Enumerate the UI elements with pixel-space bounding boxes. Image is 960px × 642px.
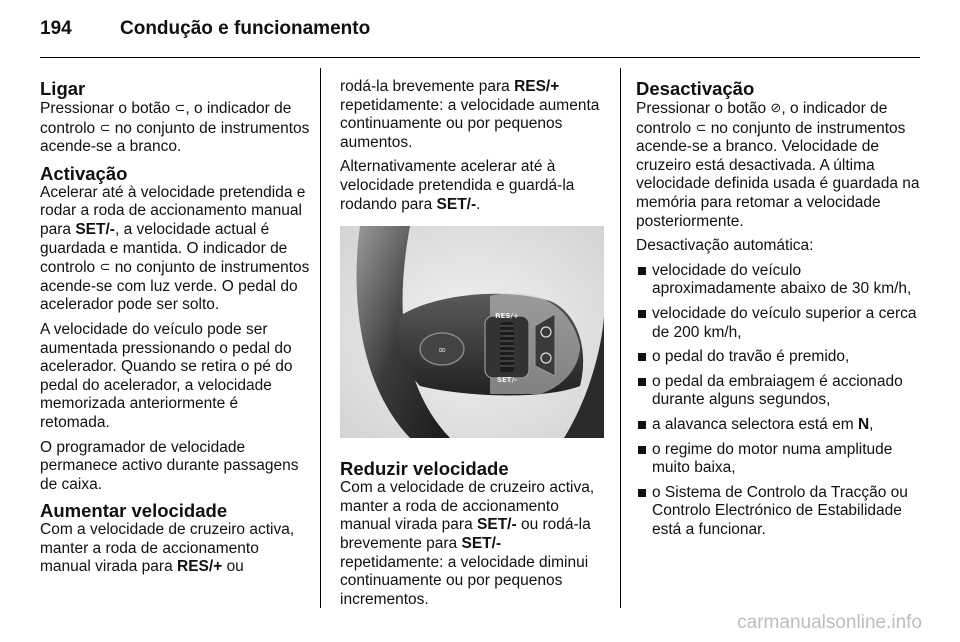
heading-aumentar: Aumentar velocidade [40,500,228,522]
photo-res-label: RES/+ [495,312,519,321]
heading-activacao: Activação [40,162,128,184]
cruise-control-icon: ⊂ [174,100,186,115]
set-label: SET/- [461,534,502,552]
bullet-icon [638,489,646,497]
set-label: SET/- [75,220,115,238]
res-label: RES/+ [514,78,560,95]
paragraph-reduzir: Com a velocidade de cruzeiro activa, manter a roda de accionamento manual virada para SET/- ou rodá-la brevemente para SET/- repetidamente: a velocidade diminui continuamente ou por pequenos incrementos. [340,479,595,608]
watermark: carmanualsonline.info [737,612,922,633]
paragraph-desactivacao: Pressionar o botão ⊘, o indicador de controlo ⊂ no conjunto de instrumentos acende-se a branco. Velocidade de cruzeiro está desactivada. A última velocidade definida usada é guardada na memória para retomar a velocidade posteriormente. [636,100,920,230]
cruise-control-icon: ⊂ [99,259,111,275]
list-item: a alavanca selectora está em N, [636,416,926,435]
column-divider [320,68,321,608]
bullet-icon [638,353,646,361]
page-title: Condução e funcionamento [120,18,371,39]
list-item: velocidade do veículo superior a cerca de 200 km/h, [636,305,926,342]
paragraph-activacao: Acelerar até à velocidade pretendida e rodar a roda de accionamento manual para SET/-, a velocidade actual é guardada e mantida. O indicador de controlo ⊂ no conjunto de instrumentos acende-se com luz verde. O pedal do acelerador pode ser solto. [40,183,310,314]
header-rule [40,57,920,58]
bullet-icon [638,378,646,386]
gear-n-label: N [857,415,870,433]
auto-deactivation-intro: Desactivação automática: [636,237,814,255]
list-item: o Sistema de Controlo da Tracção ou Controlo Electrónico de Estabilidade está a funcionar. [636,484,926,540]
paragraph-aumentar: Com a velocidade de cruzeiro activa, manter a roda de accionamento manual virada para RES/+ ou [40,521,295,576]
paragraph-continue-aumentar: rodá-la brevemente para RES/+ repetidamente: a velocidade aumenta continuamente ou por pequenos aumentos. [340,78,600,151]
heading-reduzir: Reduzir velocidade [340,458,509,480]
heading-desactivacao: Desactivação [636,78,755,99]
column-3 [636,78,926,545]
cruise-control-off-icon: ⊘ [770,100,782,115]
cruise-control-icon: ⊂ [99,119,111,135]
list-item: o regime do motor numa amplitude muito baixa, [636,441,926,478]
svg-text:∞: ∞ [437,345,447,357]
bullet-icon [638,421,646,429]
steering-wheel-photo [340,226,604,438]
paragraph-ligar: Pressionar o botão ⊂, o indicador de controlo ⊂ no conjunto de instrumentos acende-se a branco. [40,100,310,156]
steering-wheel-illustration [340,226,604,438]
cruise-control-icon: ⊂ [695,119,707,135]
bullet-icon [638,310,646,318]
paragraph-alternativamente: Alternativamente acelerar até à velocidade pretendida e guardá-la rodando para SET/-. [340,158,575,213]
list-item: velocidade do veículo aproximadamente abaixo de 30 km/h, [636,262,926,299]
paragraph-aumentada: A velocidade do veículo pode ser aumentada pressionando o pedal do acelerador. Quando se retira o pé do pedal do acelerador, a velocidade memorizada anteriormente é retomada. [40,320,293,431]
set-label: SET/- [436,195,477,213]
photo-set-label: SET/- [496,376,518,385]
set-label: SET/- [477,516,517,534]
bullet-icon [638,267,646,275]
paragraph-programador: O programador de velocidade permanece activo durante passagens de caixa. [40,438,299,493]
column-1 [40,78,310,583]
column-2 [340,78,604,615]
list-item: o pedal da embraiagem é accionado durante alguns segundos, [636,373,926,410]
heading-ligar: Ligar [40,78,86,99]
auto-deactivation-list [636,262,926,540]
page-number: 194 [40,18,72,39]
res-label: RES/+ [177,558,223,576]
column-divider [620,68,621,608]
list-item: o pedal do travão é premido, [636,348,926,367]
page-header [40,18,370,40]
bullet-icon [638,446,646,454]
